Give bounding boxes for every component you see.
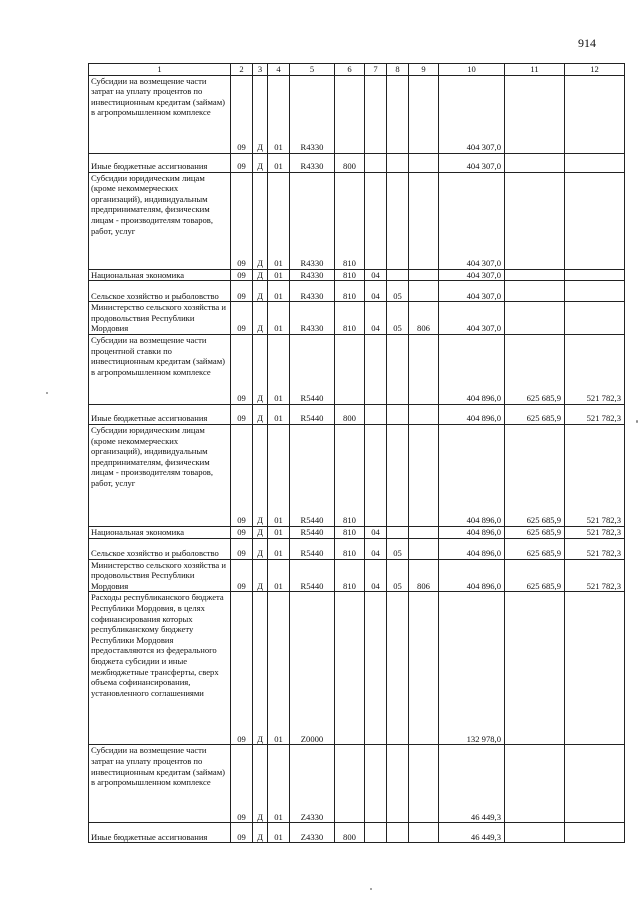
table-row (89, 75, 625, 153)
row-name-cell: Расходы республиканского бюджета Республики Мордовия, в целях софинансирования которых республиканскому бюджету Республики Мордовия предоставляются из федерального бюджета субсидии и иные межбюджетные трансферты, сверх объема софинансирования, установленного соглашениями (89, 592, 231, 745)
cell-c2: 09 (231, 269, 253, 281)
row-name-cell: Сельское хозяйство и рыболовство (89, 281, 231, 302)
cell-c8 (387, 269, 409, 281)
cell-c3: Д (253, 745, 268, 823)
cell-c5: R5440 (290, 538, 335, 559)
cell-c7 (365, 592, 387, 745)
cell-c2: 09 (231, 334, 253, 404)
cell-c6: 810 (335, 538, 365, 559)
cell-c2: 09 (231, 559, 253, 592)
cell-c8 (387, 172, 409, 269)
cell-c4: 01 (268, 334, 290, 404)
cell-c11: 625 685,9 (505, 538, 565, 559)
cell-c7 (365, 75, 387, 153)
row-name-cell: Иные бюджетные ассигнования (89, 404, 231, 424)
cell-c8 (387, 75, 409, 153)
row-name-cell: Национальная экономика (89, 269, 231, 281)
header-cell: 10 (439, 64, 505, 76)
cell-c3: Д (253, 269, 268, 281)
cell-c3: Д (253, 172, 268, 269)
cell-c6: 810 (335, 424, 365, 526)
cell-c6: 810 (335, 281, 365, 302)
cell-c2: 09 (231, 172, 253, 269)
table-row (89, 281, 625, 302)
cell-c11 (505, 302, 565, 335)
cell-c12 (565, 75, 625, 153)
cell-c2: 09 (231, 404, 253, 424)
cell-c12 (565, 269, 625, 281)
cell-c12 (565, 745, 625, 823)
cell-c9 (409, 281, 439, 302)
cell-c12 (565, 281, 625, 302)
cell-c4: 01 (268, 592, 290, 745)
table-row (89, 172, 625, 269)
cell-c4: 01 (268, 538, 290, 559)
cell-c6: 810 (335, 559, 365, 592)
cell-c5: R4330 (290, 75, 335, 153)
cell-c5: Z4330 (290, 745, 335, 823)
header-cell: 5 (290, 64, 335, 76)
cell-c5: R4330 (290, 281, 335, 302)
cell-c10: 404 307,0 (439, 302, 505, 335)
cell-c3: Д (253, 334, 268, 404)
header-row (89, 64, 625, 76)
cell-c3: Д (253, 559, 268, 592)
header-cell: 2 (231, 64, 253, 76)
cell-c7 (365, 823, 387, 843)
cell-c5: R4330 (290, 302, 335, 335)
table-row (89, 153, 625, 172)
table-row (89, 334, 625, 404)
header-cell: 4 (268, 64, 290, 76)
cell-c9 (409, 153, 439, 172)
cell-c5: R5440 (290, 424, 335, 526)
cell-c10: 404 896,0 (439, 334, 505, 404)
table-row (89, 269, 625, 281)
cell-c8: 05 (387, 538, 409, 559)
cell-c10: 404 896,0 (439, 538, 505, 559)
cell-c12 (565, 302, 625, 335)
cell-c4: 01 (268, 269, 290, 281)
cell-c10: 404 896,0 (439, 526, 505, 538)
cell-c10: 404 896,0 (439, 559, 505, 592)
cell-c5: R5440 (290, 559, 335, 592)
row-name-cell: Субсидии на возмещение части затрат на уплату процентов по инвестиционным кредитам (займам) в агропромышленном комплексе (89, 75, 231, 153)
cell-c5: R4330 (290, 172, 335, 269)
cell-c12 (565, 592, 625, 745)
cell-c7: 04 (365, 538, 387, 559)
cell-c2: 09 (231, 526, 253, 538)
row-name-cell: Министерство сельского хозяйства и продовольствия Республики Мордовия (89, 559, 231, 592)
cell-c3: Д (253, 75, 268, 153)
table-row (89, 302, 625, 335)
cell-c10: 132 978,0 (439, 592, 505, 745)
cell-c9 (409, 424, 439, 526)
cell-c5: R5440 (290, 334, 335, 404)
cell-c12 (565, 823, 625, 843)
cell-c7 (365, 404, 387, 424)
cell-c7 (365, 745, 387, 823)
cell-c9 (409, 823, 439, 843)
header-cell: 6 (335, 64, 365, 76)
cell-c9 (409, 745, 439, 823)
row-name-cell: Министерство сельского хозяйства и продовольствия Республики Мордовия (89, 302, 231, 335)
row-name-cell: Национальная экономика (89, 526, 231, 538)
cell-c6: 800 (335, 823, 365, 843)
cell-c4: 01 (268, 75, 290, 153)
cell-c7: 04 (365, 559, 387, 592)
scan-speck (636, 420, 638, 423)
cell-c11 (505, 745, 565, 823)
cell-c10: 404 307,0 (439, 281, 505, 302)
cell-c10: 404 307,0 (439, 153, 505, 172)
cell-c10: 46 449,3 (439, 745, 505, 823)
table-row (89, 559, 625, 592)
cell-c3: Д (253, 538, 268, 559)
header-cell: 7 (365, 64, 387, 76)
table-row (89, 526, 625, 538)
cell-c12: 521 782,3 (565, 538, 625, 559)
header-cell: 3 (253, 64, 268, 76)
cell-c12 (565, 172, 625, 269)
cell-c4: 01 (268, 281, 290, 302)
cell-c6: 800 (335, 153, 365, 172)
cell-c6: 810 (335, 302, 365, 335)
cell-c3: Д (253, 592, 268, 745)
cell-c4: 01 (268, 302, 290, 335)
cell-c2: 09 (231, 424, 253, 526)
cell-c12: 521 782,3 (565, 334, 625, 404)
cell-c4: 01 (268, 153, 290, 172)
cell-c9 (409, 526, 439, 538)
cell-c8: 05 (387, 302, 409, 335)
budget-table (88, 63, 625, 843)
cell-c11 (505, 281, 565, 302)
cell-c2: 09 (231, 281, 253, 302)
cell-c9 (409, 404, 439, 424)
row-name-cell: Субсидии юридическим лицам (кроме некоммерческих организаций), индивидуальным предпринимателям, физическим лицам - производителям товаров, работ, услуг (89, 424, 231, 526)
cell-c11 (505, 153, 565, 172)
cell-c11: 625 685,9 (505, 526, 565, 538)
cell-c11: 625 685,9 (505, 404, 565, 424)
cell-c3: Д (253, 823, 268, 843)
cell-c3: Д (253, 153, 268, 172)
cell-c12: 521 782,3 (565, 526, 625, 538)
cell-c10: 404 307,0 (439, 172, 505, 269)
cell-c8 (387, 424, 409, 526)
cell-c10: 404 896,0 (439, 404, 505, 424)
table-row (89, 745, 625, 823)
cell-c12 (565, 153, 625, 172)
cell-c12: 521 782,3 (565, 559, 625, 592)
cell-c6 (335, 334, 365, 404)
cell-c6: 810 (335, 172, 365, 269)
cell-c9 (409, 172, 439, 269)
cell-c12: 521 782,3 (565, 424, 625, 526)
cell-c7 (365, 153, 387, 172)
table-row (89, 424, 625, 526)
row-name-cell: Субсидии юридическим лицам (кроме некоммерческих организаций), индивидуальным предпринимателям, физическим лицам - производителям товаров, работ, услуг (89, 172, 231, 269)
cell-c11: 625 685,9 (505, 334, 565, 404)
cell-c5: R4330 (290, 269, 335, 281)
cell-c2: 09 (231, 823, 253, 843)
cell-c8 (387, 592, 409, 745)
row-name-cell: Сельское хозяйство и рыболовство (89, 538, 231, 559)
cell-c11 (505, 269, 565, 281)
cell-c6 (335, 75, 365, 153)
cell-c5: Z0000 (290, 592, 335, 745)
cell-c12: 521 782,3 (565, 404, 625, 424)
cell-c6: 800 (335, 404, 365, 424)
cell-c3: Д (253, 424, 268, 526)
cell-c8: 05 (387, 281, 409, 302)
cell-c6 (335, 592, 365, 745)
cell-c11 (505, 823, 565, 843)
cell-c5: R5440 (290, 526, 335, 538)
header-cell: 9 (409, 64, 439, 76)
scan-speck (370, 888, 372, 890)
cell-c7: 04 (365, 269, 387, 281)
header-cell: 8 (387, 64, 409, 76)
table-row (89, 592, 625, 745)
cell-c8 (387, 334, 409, 404)
cell-c2: 09 (231, 302, 253, 335)
cell-c5: R5440 (290, 404, 335, 424)
cell-c4: 01 (268, 745, 290, 823)
cell-c2: 09 (231, 745, 253, 823)
cell-c2: 09 (231, 592, 253, 745)
cell-c11: 625 685,9 (505, 424, 565, 526)
cell-c8 (387, 404, 409, 424)
cell-c2: 09 (231, 153, 253, 172)
row-name-cell: Субсидии на возмещение части затрат на уплату процентов по инвестиционным кредитам (займам) в агропромышленном комплексе (89, 745, 231, 823)
cell-c4: 01 (268, 559, 290, 592)
cell-c7 (365, 424, 387, 526)
cell-c6: 810 (335, 526, 365, 538)
cell-c6 (335, 745, 365, 823)
cell-c9: 806 (409, 559, 439, 592)
cell-c5: Z4330 (290, 823, 335, 843)
cell-c9 (409, 75, 439, 153)
cell-c10: 404 896,0 (439, 424, 505, 526)
row-name-cell: Иные бюджетные ассигнования (89, 823, 231, 843)
cell-c9 (409, 538, 439, 559)
row-name-cell: Иные бюджетные ассигнования (89, 153, 231, 172)
cell-c4: 01 (268, 526, 290, 538)
table-row (89, 404, 625, 424)
cell-c9 (409, 334, 439, 404)
cell-c9: 806 (409, 302, 439, 335)
cell-c5: R4330 (290, 153, 335, 172)
cell-c11 (505, 75, 565, 153)
table-row (89, 823, 625, 843)
cell-c6: 810 (335, 269, 365, 281)
header-cell: 11 (505, 64, 565, 76)
cell-c7 (365, 334, 387, 404)
cell-c3: Д (253, 302, 268, 335)
cell-c3: Д (253, 526, 268, 538)
cell-c8 (387, 526, 409, 538)
cell-c8: 05 (387, 559, 409, 592)
cell-c3: Д (253, 404, 268, 424)
cell-c11: 625 685,9 (505, 559, 565, 592)
cell-c4: 01 (268, 823, 290, 843)
cell-c10: 404 307,0 (439, 75, 505, 153)
header-cell: 12 (565, 64, 625, 76)
scan-speck (46, 392, 48, 394)
cell-c9 (409, 592, 439, 745)
cell-c7: 04 (365, 302, 387, 335)
cell-c4: 01 (268, 424, 290, 526)
page-number: 914 (578, 36, 596, 50)
cell-c11 (505, 172, 565, 269)
cell-c3: Д (253, 281, 268, 302)
cell-c8 (387, 745, 409, 823)
cell-c8 (387, 823, 409, 843)
cell-c10: 46 449,3 (439, 823, 505, 843)
cell-c7 (365, 172, 387, 269)
table-row (89, 538, 625, 559)
row-name-cell: Субсидии на возмещение части процентной ставки по инвестиционным кредитам (займам) в агропромышленном комплексе (89, 334, 231, 404)
header-cell: 1 (89, 64, 231, 76)
cell-c2: 09 (231, 75, 253, 153)
cell-c10: 404 307,0 (439, 269, 505, 281)
cell-c7: 04 (365, 526, 387, 538)
cell-c2: 09 (231, 538, 253, 559)
cell-c7: 04 (365, 281, 387, 302)
cell-c11 (505, 592, 565, 745)
cell-c4: 01 (268, 404, 290, 424)
cell-c4: 01 (268, 172, 290, 269)
cell-c9 (409, 269, 439, 281)
cell-c8 (387, 153, 409, 172)
